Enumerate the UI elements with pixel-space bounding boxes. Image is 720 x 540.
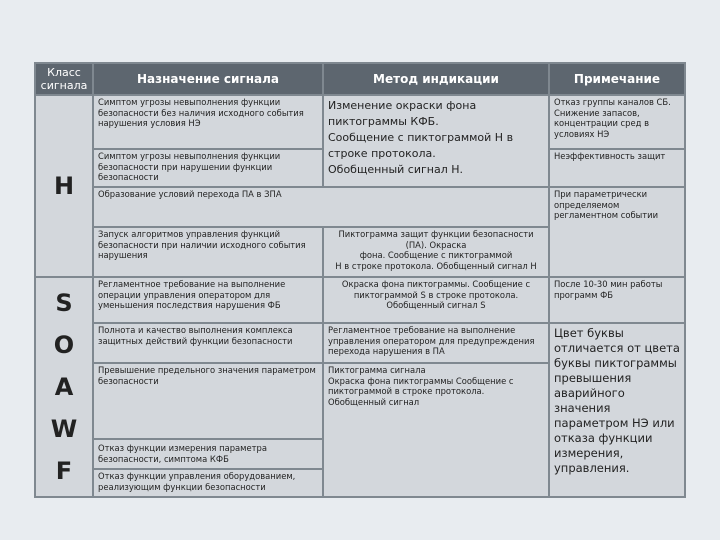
h-purpose-1: Симптом угрозы невыполнения функции безопасности без наличия исходного события нарушения условия НЭ: [94, 96, 322, 148]
h-purpose-3: Образование условий перехода ПА в ЗПА: [94, 188, 548, 226]
class-letters-column: [36, 278, 92, 496]
o-purpose: Полнота и качество выполнения комплекса защитных действий функции безопасности: [94, 324, 322, 362]
h-note-pa: При параметрически определяемом регламентном событии: [550, 188, 684, 276]
a-purpose: Превышение предельного значения параметром безопасности: [94, 364, 322, 438]
s-method: Окраска фона пиктограммы. Сообщение с пиктограммой S в строке протокола. Обобщенный сигнал S: [324, 278, 548, 322]
header-note: Примечание: [550, 64, 684, 94]
h-purpose-2: Симптом угрозы невыполнения функции безопасности при нарушении функции безопасности: [94, 150, 322, 186]
header-class: Класс сигнала: [36, 64, 92, 94]
class-w-letter: W: [50, 415, 78, 443]
f-purpose: Отказ функции управления оборудованием, реализующим функции безопасности: [94, 470, 322, 496]
s-purpose: Регламентное требование на выполнение операции управления оператором для уменьшения последствия нарушения ФБ: [94, 278, 322, 322]
class-a-letter: A: [54, 373, 74, 401]
class-h-letter: H: [36, 96, 92, 276]
h-purpose-4: Запуск алгоритмов управления функций безопасности при наличии исходного события нарушения: [94, 228, 322, 276]
header-method: Метод индикации: [324, 64, 548, 94]
o-method: Регламентное требование на выполнение управления оператором для предупреждения перехода нарушения в ПА: [324, 324, 548, 362]
h-note-mid: Неэффективность защит: [550, 150, 684, 186]
h-method-last: Пиктограмма защит функции безопасности (ПА). Окраска фона. Сообщение с пиктограммой Н в строке протокола. Обобщенный сигнал Н: [324, 228, 548, 276]
class-f-letter: F: [55, 457, 73, 485]
h-note-top: Отказ группы каналов СБ. Снижение запасов, концентрации сред в условиях НЭ: [550, 96, 684, 148]
s-note: После 10-30 мин работы программ ФБ: [550, 278, 684, 322]
a-method: Пиктограмма сигнала Окраска фона пиктограммы Сообщение с пиктограммой в строке протокола. Обобщенный сигнал: [324, 364, 548, 496]
header-purpose: Назначение сигнала: [94, 64, 322, 94]
h-method-main: Изменение окраски фона пиктограммы КФБ. Сообщение с пиктограммой Н в строке протокола. Обобщенный сигнал Н.: [324, 96, 548, 186]
class-o-letter: O: [53, 331, 75, 359]
o-note: Цвет буквы отличается от цвета буквы пиктограммы превышения аварийного значения параметром НЭ или отказа функции измерения, управления.: [550, 324, 684, 496]
class-s-letter: S: [55, 289, 73, 317]
signal-class-table: [34, 62, 686, 498]
w-purpose: Отказ функции измерения параметра безопасности, симптома КФБ: [94, 440, 322, 468]
